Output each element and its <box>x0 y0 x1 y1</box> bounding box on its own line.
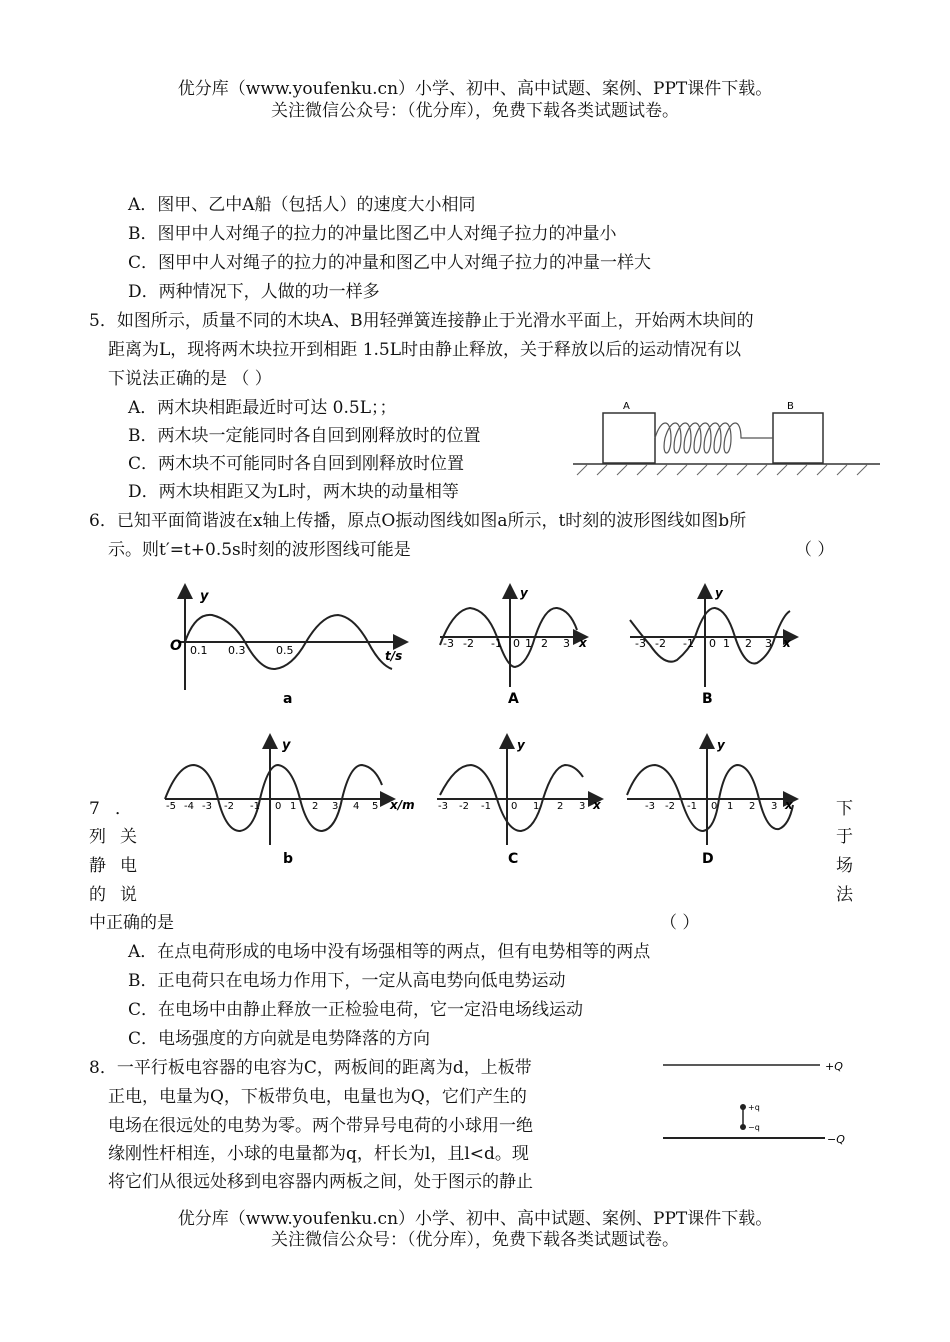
q4-option-c: C．图甲中人对绳子的拉力的冲量和图乙中人对绳子拉力的冲量一样大 <box>128 253 652 273</box>
q8-stem-line-1: 8．一平行板电容器的电容为C，两板间的距离为d，上板带 <box>89 1058 532 1078</box>
graph-a-caption: a <box>283 691 293 707</box>
wave-graphs-figure <box>160 575 880 895</box>
q7-option-a: A．在点电荷形成的电场中没有场强相等的两点，但有电势相等的两点 <box>128 942 651 962</box>
graph-option-a-y-label: y <box>520 586 528 600</box>
q5-option-d: D．两木块相距又为L时，两木块的动量相等 <box>128 482 459 502</box>
graph-option-b-x-label: x <box>783 636 791 650</box>
q7-answer-bracket: （ ） <box>660 913 700 933</box>
block-a-label: A <box>623 401 630 412</box>
graph-option-d <box>627 737 795 867</box>
q4-option-b: B．图甲中人对绳子的拉力的冲量比图乙中人对绳子拉力的冲量小 <box>128 224 617 244</box>
graph-option-d-y-label: y <box>717 738 725 752</box>
graph-option-d-tick-m3: -3 <box>645 801 655 812</box>
q8-stem-line-3: 电场在很远处的电势为零。两个带异号电荷的小球用一绝 <box>108 1116 533 1136</box>
q7-text-shuo: 说 <box>120 885 137 905</box>
q7-number: 7 <box>89 799 100 819</box>
q5-option-b: B．两木块一定能同时各自回到刚释放时的位置 <box>128 426 481 446</box>
graph-b-tick-4: 4 <box>353 801 360 812</box>
graph-option-a-caption: A <box>508 691 519 707</box>
q7-text-yu: 于 <box>836 827 853 847</box>
graph-a-origin: O <box>170 638 182 654</box>
negative-ball-label: −q <box>748 1123 760 1132</box>
positive-ball-label: +q <box>748 1103 760 1112</box>
q8-stem-line-4: 缘刚性杆相连，小球的电量都为q，杆长为l，且l<d。现 <box>108 1144 529 1164</box>
capacitor-figure <box>655 1050 855 1150</box>
graph-option-b-tick-m2: -2 <box>655 637 666 650</box>
q6-stem-line-2: 示。则t′=t+0.5s时刻的波形图线可能是 <box>108 540 411 560</box>
upper-plate-charge: +Q <box>825 1060 843 1073</box>
graph-option-c-tick-0: 0 <box>511 801 518 812</box>
block-a <box>603 413 655 463</box>
q7-dot: ． <box>115 799 132 819</box>
q7-stem-end: 中正确的是 <box>89 913 174 933</box>
graph-option-a-tick-3: 3 <box>563 637 570 650</box>
graph-a-tick-0-1: 0.1 <box>190 644 208 657</box>
q4-option-d: D．两种情况下，人做的功一样多 <box>128 282 380 302</box>
graph-b-y-label: y <box>282 738 291 753</box>
graph-b-tick-3: 3 <box>332 801 339 812</box>
graph-option-b-tick-0: 0 <box>709 637 716 650</box>
graph-a-tick-0-3: 0.3 <box>228 644 246 657</box>
q8-stem-line-5: 将它们从很远处移到电容器内两板之间，处于图示的静止 <box>108 1172 533 1192</box>
graph-b <box>165 737 415 867</box>
lower-plate-charge: −Q <box>827 1133 845 1146</box>
graph-b-tick-1: 1 <box>290 801 297 812</box>
q7-option-c: C．在电场中由静止释放一正检验电荷，它一定沿电场线运动 <box>128 1000 584 1020</box>
footer-line-1: 优分库（www.youfenku.cn）小学、初中、高中试题、案例、PPT课件下载。 <box>177 1209 773 1229</box>
graph-option-a-tick-m2: -2 <box>463 637 474 650</box>
q6-answer-bracket: （ ） <box>795 540 835 560</box>
q8-stem-line-2: 正电，电量为Q，下板带负电，电量也为Q，它们产生的 <box>108 1087 527 1107</box>
graph-option-d-tick-3: 3 <box>771 801 778 812</box>
graph-option-c-tick-1: 1 <box>533 801 540 812</box>
block-b-label: B <box>787 401 794 412</box>
q5-stem-line-2: 距离为L，现将两木块拉开到相距 1.5L时由静止释放，关于释放以后的运动情况有以 <box>108 340 742 360</box>
graph-option-a-tick-m3: -3 <box>443 637 454 650</box>
graph-option-d-tick-2: 2 <box>749 801 756 812</box>
graph-option-b-tick-m3: -3 <box>635 637 646 650</box>
graph-option-b-tick-3: 3 <box>765 637 772 650</box>
q7-text-guan: 关 <box>120 827 137 847</box>
graph-b-tick-m2: -2 <box>224 801 234 812</box>
graph-b-x-label: x/m <box>390 798 415 812</box>
graph-a-t-axis-label: t/s <box>385 649 403 663</box>
block-b <box>773 413 823 463</box>
graph-option-c-x-label: x <box>593 798 601 812</box>
graph-option-c <box>437 737 602 867</box>
graph-option-c-tick-3: 3 <box>579 801 586 812</box>
graph-option-a-tick-m1: -1 <box>491 637 502 650</box>
graph-option-b <box>630 586 795 707</box>
footer-line-2: 关注微信公众号：（优分库），免费下载各类试题试卷。 <box>271 1230 679 1250</box>
graph-option-d-tick-m1: -1 <box>687 801 697 812</box>
graph-b-tick-m4: -4 <box>184 801 194 812</box>
graph-a <box>170 587 405 707</box>
q7-text-xia: 下 <box>836 799 853 819</box>
graph-option-d-caption: D <box>702 851 714 867</box>
q7-option-c2: C．电场强度的方向就是电势降落的方向 <box>128 1029 431 1049</box>
graph-option-d-x-label: x <box>785 798 793 812</box>
q7-text-de: 的 <box>89 885 106 905</box>
graph-option-d-tick-0: 0 <box>711 801 718 812</box>
q7-text-fa: 法 <box>836 885 853 905</box>
graph-option-b-tick-1: 1 <box>723 637 730 650</box>
graph-option-a-tick-0: 0 <box>513 637 520 650</box>
spring-blocks-figure <box>565 395 885 480</box>
graph-option-d-tick-1: 1 <box>727 801 734 812</box>
graph-b-tick-0: 0 <box>275 801 282 812</box>
graph-option-c-tick-m2: -2 <box>459 801 469 812</box>
q5-option-a: A．两木块相距最近时可达 0.5L；； <box>128 398 397 418</box>
graph-b-tick-m3: -3 <box>202 801 212 812</box>
graph-a-y-label: y <box>200 589 209 604</box>
graph-option-b-tick-m1: -1 <box>683 637 694 650</box>
graph-option-b-y-label: y <box>715 586 723 600</box>
graph-option-b-caption: B <box>702 691 713 707</box>
graph-b-caption: b <box>283 851 294 867</box>
graph-option-c-tick-m1: -1 <box>481 801 491 812</box>
graph-option-a <box>440 586 588 707</box>
graph-b-tick-2: 2 <box>312 801 319 812</box>
header-line-2: 关注微信公众号：（优分库），免费下载各类试题试卷。 <box>271 101 679 121</box>
q7-text-dian: 电 <box>120 856 137 876</box>
q4-option-a: A．图甲、乙中A船（包括人）的速度大小相同 <box>128 195 476 215</box>
graph-a-tick-0-5: 0.5 <box>276 644 294 657</box>
q7-option-b: B．正电荷只在电场力作用下，一定从高电势向低电势运动 <box>128 971 566 991</box>
graph-b-tick-m5: -5 <box>166 801 176 812</box>
graph-option-b-tick-2: 2 <box>745 637 752 650</box>
graph-option-c-caption: C <box>508 851 519 867</box>
graph-b-tick-5: 5 <box>372 801 379 812</box>
q5-stem-line-3: 下说法正确的是 （ ） <box>108 369 272 389</box>
q7-text-chang: 场 <box>836 856 853 876</box>
graph-option-a-tick-1: 1 <box>525 637 532 650</box>
q7-text-jing: 静 <box>89 856 106 876</box>
q6-stem-line-1: 6．已知平面简谐波在x轴上传播，原点O振动图线如图a所示，t时刻的波形图线如图b所 <box>89 511 747 531</box>
q5-stem-line-1: 5．如图所示，质量不同的木块A、B用轻弹簧连接静止于光滑水平面上，开始两木块间的 <box>89 311 754 331</box>
graph-option-c-y-label: y <box>517 738 525 752</box>
graph-option-c-tick-2: 2 <box>557 801 564 812</box>
positive-ball <box>740 1104 746 1110</box>
negative-ball <box>740 1124 746 1130</box>
q5-option-c: C．两木块不可能同时各自回到刚释放时位置 <box>128 454 465 474</box>
graph-option-a-tick-2: 2 <box>541 637 548 650</box>
spring <box>655 423 773 453</box>
ground-hatching <box>577 465 867 475</box>
graph-option-c-tick-m3: -3 <box>438 801 448 812</box>
header-line-1: 优分库（www.youfenku.cn）小学、初中、高中试题、案例、PPT课件下载。 <box>177 79 773 99</box>
graph-option-d-tick-m2: -2 <box>665 801 675 812</box>
graph-b-tick-m1: -1 <box>250 801 260 812</box>
q7-text-lie: 列 <box>89 827 106 847</box>
graph-option-a-x-label: x <box>579 636 587 650</box>
